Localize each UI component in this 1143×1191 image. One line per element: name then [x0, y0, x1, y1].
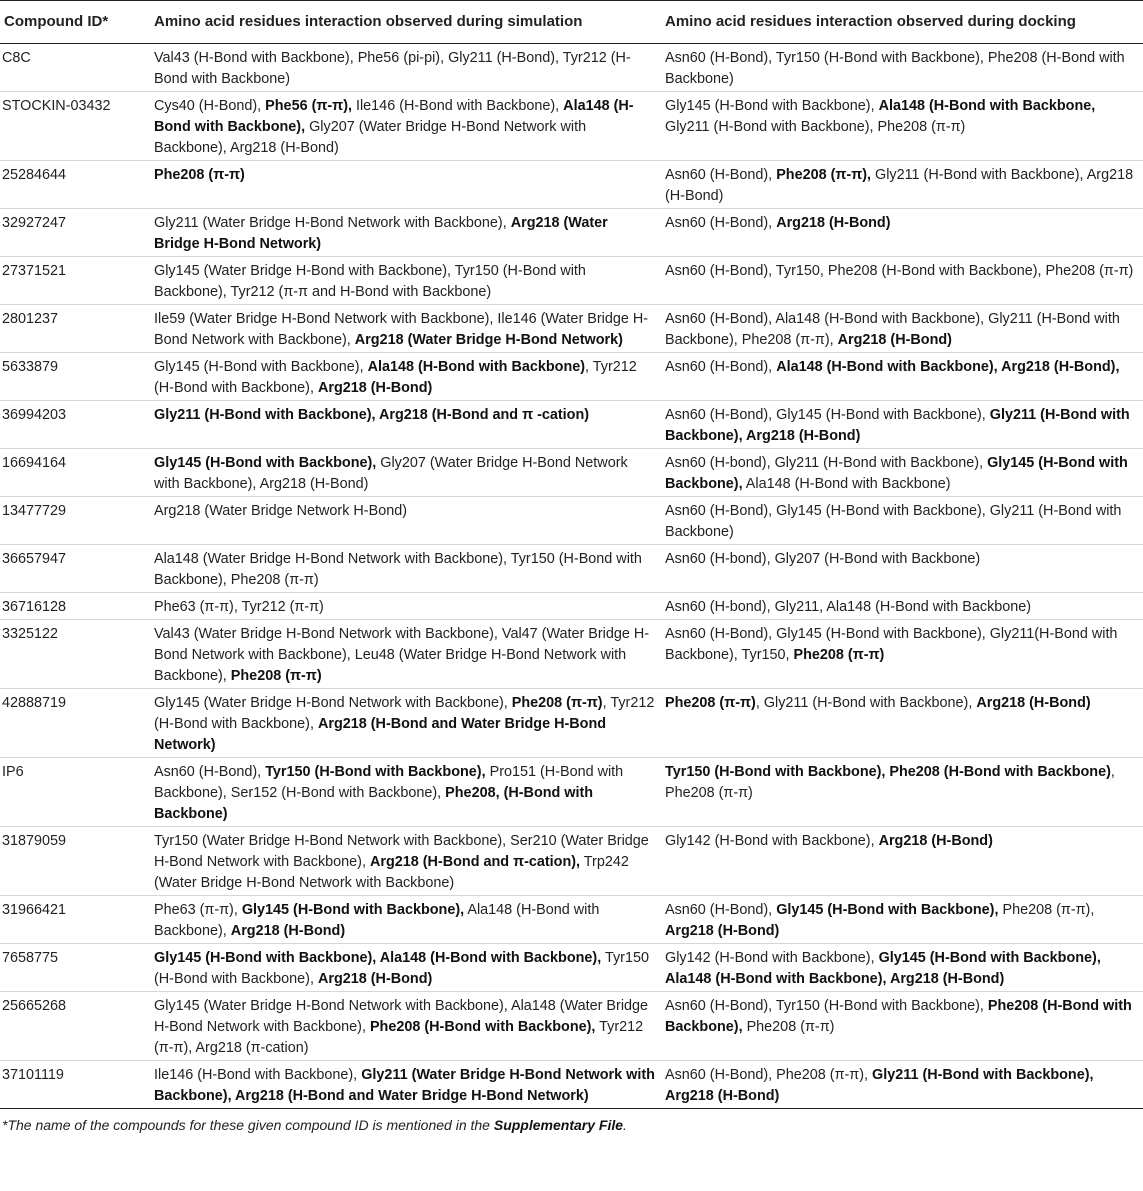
- residue-highlight: Phe208, (H-Bond with Backbone): [154, 785, 594, 822]
- residue-highlight: Gly211 (Water Bridge H-Bond Network with Backbone), Arg218 (H-Bond and Water Bridge H-Bond Network): [154, 1067, 655, 1104]
- docking-cell: [661, 449, 1143, 497]
- compound-id-cell: C8C: [0, 44, 150, 92]
- residue-highlight: Tyr150 (H-Bond with Backbone), Phe208 (H-Bond with Backbone): [665, 764, 1111, 780]
- residue-highlight: Arg218 (H-Bond): [878, 833, 993, 849]
- residue-highlight: Ala148 (H-Bond with Backbone): [367, 359, 586, 375]
- residue-text: Asn60 (H-Bond), Ala148 (H-Bond with Backbone), Gly211 (H-Bond with Backbone), Phe208 (π-π),: [665, 311, 1120, 348]
- simulation-cell: [150, 689, 661, 758]
- compound-id-cell: 25284644: [0, 161, 150, 209]
- simulation-cell: [150, 827, 661, 896]
- compound-id-cell: 7658775: [0, 944, 150, 992]
- residue-highlight: Phe208 (π-π): [511, 695, 603, 711]
- docking-cell: [661, 545, 1143, 593]
- compound-id-cell: 3325122: [0, 620, 150, 689]
- residue-highlight: Tyr150 (H-Bond with Backbone),: [265, 764, 486, 780]
- residue-text: Gly207 (Water Bridge H-Bond Network with Backbone), Arg218 (H-Bond): [154, 455, 628, 492]
- header-compound-id: Compound ID*: [0, 1, 150, 44]
- table-row: [0, 758, 1143, 827]
- residue-highlight: Phe208 (π-π): [793, 647, 885, 663]
- docking-cell: [661, 161, 1143, 209]
- residue-text: Gly145 (H-Bond with Backbone),: [154, 359, 368, 375]
- table-row: [0, 92, 1143, 161]
- residue-highlight: Arg218 (H-Bond): [317, 971, 433, 987]
- docking-cell: [661, 1061, 1143, 1109]
- residue-highlight: Arg218 (Water Bridge H-Bond Network): [354, 332, 623, 348]
- docking-cell: [661, 497, 1143, 545]
- docking-cell: [661, 992, 1143, 1061]
- residue-highlight: Arg218 (H-Bond): [837, 332, 952, 348]
- residue-text: Val43 (Water Bridge H-Bond Network with Backbone), Val47 (Water Bridge H-Bond Network with Backbone), Leu48 (Water Bridge H-Bond Network with Backbone),: [154, 626, 650, 684]
- docking-cell: [661, 257, 1143, 305]
- residue-text: Phe208 (π-π),: [998, 902, 1095, 918]
- docking-cell: [661, 401, 1143, 449]
- residue-highlight: Phe208 (π-π): [665, 695, 756, 711]
- residue-highlight: Arg218 (H-Bond): [976, 695, 1091, 711]
- table-row: [0, 827, 1143, 896]
- residue-text: Tyr212 (π-π), Arg218 (π-cation): [154, 1019, 644, 1056]
- residue-highlight: Phe208 (π-π): [230, 668, 322, 684]
- residue-text: Asn60 (H-Bond),: [665, 215, 777, 231]
- compound-id-cell: 31879059: [0, 827, 150, 896]
- header-docking: Amino acid residues interaction observed during docking: [661, 1, 1143, 44]
- docking-cell: [661, 593, 1143, 620]
- table-footnote: [0, 1109, 1143, 1133]
- residue-highlight: Gly145 (H-Bond with Backbone),: [154, 455, 377, 471]
- residue-text: Gly145 (Water Bridge H-Bond Network with Backbone),: [154, 695, 512, 711]
- simulation-cell: [150, 896, 661, 944]
- residue-highlight: Gly145 (H-Bond with Backbone), Ala148 (H-Bond with Backbone),: [154, 950, 602, 966]
- docking-cell: [661, 44, 1143, 92]
- residue-text: Ile146 (H-Bond with Backbone),: [154, 1067, 362, 1083]
- residue-text: , Phe208 (π-π): [665, 764, 1115, 801]
- residue-text: Phe208 (π-π): [742, 1019, 835, 1035]
- simulation-cell: [150, 1061, 661, 1109]
- docking-cell: [661, 689, 1143, 758]
- docking-cell: [661, 305, 1143, 353]
- compound-id-cell: 42888719: [0, 689, 150, 758]
- residue-text: Ala148 (H-Bond with Backbone),: [154, 902, 600, 939]
- residue-text: , Tyr212 (H-Bond with Backbone),: [154, 695, 655, 732]
- residue-text: Asn60 (H-Bond), Tyr150 (H-Bond with Backbone), Phe208 (H-Bond with Backbone): [665, 50, 1125, 87]
- compound-id-cell: 31966421: [0, 896, 150, 944]
- residue-text: Asn60 (H-Bond),: [665, 359, 777, 375]
- compound-id-cell: 37101119: [0, 1061, 150, 1109]
- residue-text: , Gly211 (H-Bond with Backbone),: [755, 695, 977, 711]
- simulation-cell: [150, 401, 661, 449]
- residue-text: Gly211 (H-Bond with Backbone), Arg218 (H-Bond): [665, 167, 1134, 204]
- compound-id-cell: STOCKIN-03432: [0, 92, 150, 161]
- residue-highlight: Phe208 (π-π): [154, 167, 245, 183]
- residue-highlight: Arg218 (Water Bridge H-Bond Network): [154, 215, 608, 252]
- table-header: [0, 1, 1143, 44]
- compound-id-cell: 27371521: [0, 257, 150, 305]
- table-row: [0, 620, 1143, 689]
- compound-id-cell: 36716128: [0, 593, 150, 620]
- simulation-cell: [150, 545, 661, 593]
- table-row: [0, 896, 1143, 944]
- residue-text: Ile146 (H-Bond with Backbone),: [351, 98, 564, 114]
- docking-cell: [661, 944, 1143, 992]
- compound-id-cell: 32927247: [0, 209, 150, 257]
- residue-text: Gly142 (H-Bond with Backbone),: [665, 833, 879, 849]
- residue-text: Ala148 (H-Bond with Backbone): [742, 476, 951, 492]
- residue-highlight: Arg218 (H-Bond and Water Bridge H-Bond Network): [154, 716, 607, 753]
- table-body: [0, 44, 1143, 1109]
- residue-text: Asn60 (H-Bond), Gly145 (H-Bond with Backbone), Gly211(H-Bond with Backbone), Tyr150,: [665, 626, 1118, 663]
- table-row: [0, 545, 1143, 593]
- table-row: [0, 992, 1143, 1061]
- residue-highlight: Ala148 (H-Bond with Backbone),: [154, 98, 634, 135]
- table-row: [0, 401, 1143, 449]
- residue-highlight: Phe208 (π-π),: [776, 167, 871, 183]
- residue-text: Asn60 (H-Bond), Gly145 (H-Bond with Backbone), Gly211 (H-Bond with Backbone): [665, 503, 1122, 540]
- simulation-cell: [150, 353, 661, 401]
- residue-text: Asn60 (H-Bond), Tyr150, Phe208 (H-Bond with Backbone), Phe208 (π-π): [665, 263, 1134, 279]
- footnote-bold: Supplementary File: [493, 1117, 624, 1133]
- residue-text: Phe63 (π-π),: [154, 902, 242, 918]
- table-row: [0, 1061, 1143, 1109]
- residue-text: Trp242 (Water Bridge H-Bond Network with Backbone): [154, 854, 629, 891]
- residue-highlight: Arg218 (H-Bond): [776, 215, 891, 231]
- residue-highlight: Gly211 (H-Bond with Backbone), Arg218 (H-Bond and π -cation): [154, 407, 590, 423]
- docking-cell: [661, 353, 1143, 401]
- docking-cell: [661, 92, 1143, 161]
- compound-id-cell: 13477729: [0, 497, 150, 545]
- residue-text: Cys40 (H-Bond),: [154, 98, 266, 114]
- residue-highlight: Phe208 (H-Bond with Backbone),: [665, 998, 1132, 1035]
- residue-highlight: Gly145 (H-Bond with Backbone),: [776, 902, 999, 918]
- table-row: [0, 209, 1143, 257]
- simulation-cell: [150, 620, 661, 689]
- simulation-cell: [150, 593, 661, 620]
- docking-cell: [661, 620, 1143, 689]
- table-row: [0, 353, 1143, 401]
- residue-text: Asn60 (H-Bond), Gly145 (H-Bond with Backbone),: [665, 407, 990, 423]
- residue-highlight: Gly211 (H-Bond with Backbone), Arg218 (H-Bond): [665, 407, 1130, 444]
- simulation-cell: [150, 257, 661, 305]
- residue-text: , Tyr212 (H-Bond with Backbone),: [154, 359, 637, 396]
- compound-id-cell: 5633879: [0, 353, 150, 401]
- residue-text: Asn60 (H-bond), Gly211 (H-Bond with Backbone),: [665, 455, 988, 471]
- simulation-cell: [150, 992, 661, 1061]
- residue-text: Gly145 (H-Bond with Backbone),: [665, 98, 879, 114]
- table-row: [0, 44, 1143, 92]
- residue-text: Asn60 (H-bond), Gly207 (H-Bond with Backbone): [665, 551, 981, 567]
- residue-text: Asn60 (H-Bond), Phe208 (π-π),: [665, 1067, 873, 1083]
- residue-text: Gly142 (H-Bond with Backbone),: [665, 950, 879, 966]
- residue-text: Asn60 (H-Bond), Tyr150 (H-Bond with Backbone),: [665, 998, 988, 1014]
- table-row: [0, 161, 1143, 209]
- docking-cell: [661, 827, 1143, 896]
- residue-text: Gly211 (H-Bond with Backbone), Phe208 (π-π): [665, 119, 966, 135]
- residue-text: Arg218 (Water Bridge Network H-Bond): [154, 503, 407, 519]
- simulation-cell: [150, 944, 661, 992]
- residue-text: Tyr150 (H-Bond with Backbone),: [154, 950, 649, 987]
- footnote-text: *The name of the compounds for these given compound ID is mentioned in the: [2, 1117, 494, 1133]
- table-row: [0, 497, 1143, 545]
- table-row: [0, 449, 1143, 497]
- residue-highlight: Gly145 (H-Bond with Backbone),: [241, 902, 465, 918]
- residue-highlight: Ala148 (H-Bond with Backbone), Arg218 (H-Bond),: [776, 359, 1120, 375]
- residue-text: Asn60 (H-Bond),: [665, 167, 777, 183]
- simulation-cell: [150, 449, 661, 497]
- header-simulation: Amino acid residues interaction observed during simulation: [150, 1, 661, 44]
- simulation-cell: [150, 758, 661, 827]
- residue-text: Gly211 (Water Bridge H-Bond Network with Backbone),: [154, 215, 511, 231]
- residue-text: Ala148 (Water Bridge H-Bond Network with Backbone), Tyr150 (H-Bond with Backbone), Phe208 (π-π): [154, 551, 642, 588]
- residue-text: Ile59 (Water Bridge H-Bond Network with Backbone), Ile146 (Water Bridge H-Bond Network with Backbone),: [154, 311, 649, 348]
- residue-text: Pro151 (H-Bond with Backbone), Ser152 (H-Bond with Backbone),: [154, 764, 624, 801]
- residue-text: Phe63 (π-π), Tyr212 (π-π): [154, 599, 324, 615]
- compound-id-cell: 36994203: [0, 401, 150, 449]
- table-row: [0, 689, 1143, 758]
- residue-highlight: Arg218 (H-Bond): [317, 380, 433, 396]
- residue-highlight: Gly145 (H-Bond with Backbone), Ala148 (H-Bond with Backbone), Arg218 (H-Bond): [665, 950, 1101, 987]
- compound-id-cell: 16694164: [0, 449, 150, 497]
- docking-cell: [661, 896, 1143, 944]
- table-row: [0, 257, 1143, 305]
- simulation-cell: [150, 497, 661, 545]
- docking-cell: [661, 209, 1143, 257]
- residue-text: Val43 (H-Bond with Backbone), Phe56 (pi-pi), Gly211 (H-Bond), Tyr212 (H-Bond with Backbone): [154, 50, 631, 87]
- compound-id-cell: 25665268: [0, 992, 150, 1061]
- simulation-cell: [150, 44, 661, 92]
- residue-text: Gly145 (Water Bridge H-Bond Network with Backbone), Ala148 (Water Bridge H-Bond Network with Backbone),: [154, 998, 649, 1035]
- residue-highlight: Gly211 (H-Bond with Backbone), Arg218 (H-Bond): [665, 1067, 1094, 1104]
- residue-text: Gly145 (Water Bridge H-Bond with Backbone), Tyr150 (H-Bond with Backbone), Tyr212 (π-π and H-Bond with Backbone): [154, 263, 586, 300]
- residue-highlight: Ala148 (H-Bond with Backbone,: [878, 98, 1096, 114]
- compound-id-cell: 2801237: [0, 305, 150, 353]
- compound-id-cell: IP6: [0, 758, 150, 827]
- residue-highlight: Phe56 (π-π),: [265, 98, 352, 114]
- residue-highlight: Arg218 (H-Bond): [665, 923, 780, 939]
- compound-id-cell: 36657947: [0, 545, 150, 593]
- residue-highlight: Gly145 (H-Bond with Backbone),: [665, 455, 1128, 492]
- simulation-cell: [150, 92, 661, 161]
- table-row: [0, 593, 1143, 620]
- residue-text: Asn60 (H-Bond),: [665, 902, 777, 918]
- simulation-cell: [150, 161, 661, 209]
- residue-highlight: Arg218 (H-Bond): [230, 923, 346, 939]
- residue-highlight: Arg218 (H-Bond and π-cation),: [369, 854, 581, 870]
- simulation-cell: [150, 305, 661, 353]
- simulation-cell: [150, 209, 661, 257]
- residue-text: Tyr150 (Water Bridge H-Bond Network with Backbone), Ser210 (Water Bridge H-Bond Network with Backbone),: [154, 833, 649, 870]
- footnote-end: .: [623, 1117, 627, 1133]
- table-row: [0, 305, 1143, 353]
- residue-text: Asn60 (H-bond), Gly211, Ala148 (H-Bond with Backbone): [665, 599, 1032, 615]
- docking-cell: [661, 758, 1143, 827]
- residue-text: Gly207 (Water Bridge H-Bond Network with Backbone), Arg218 (H-Bond): [154, 119, 587, 156]
- table-row: [0, 944, 1143, 992]
- residue-text: Asn60 (H-Bond),: [154, 764, 266, 780]
- residue-highlight: Phe208 (H-Bond with Backbone),: [369, 1019, 596, 1035]
